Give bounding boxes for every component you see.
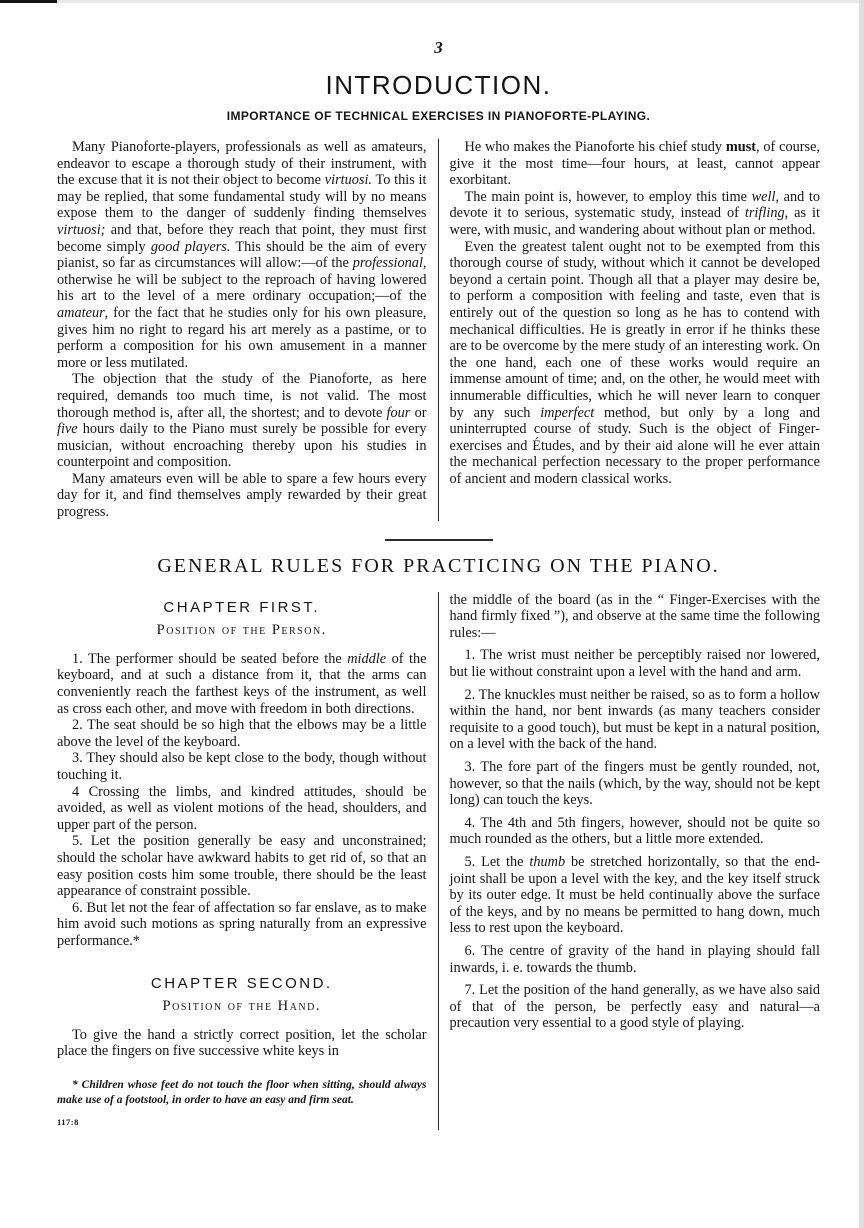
rule-hand-4: 4. The 4th and 5th fingers, however, should not be quite so much rounded as the others, but a little more extended. (449, 814, 820, 848)
plate-number: 117:8 (57, 1116, 79, 1127)
scan-edge-right (859, 0, 864, 1228)
intro-right-paragraph-3: Even the greatest talent ought not to be exempted from this thorough course of study, without which it cannot be developed beyond a certain point. Though all that a player may desire be, to perform a composition with feeling and taste, even that is entirely out of the question so long as he has to contend with mechanical difficulties. He is greatly in error if he thinks these are to be overcome by the mere study of an interesting work. On the one hand, each one of these works would require an immense amount of time; and, on the other, he would meet with innumerable difficulties, which he will never learn to conquer by any such imperfect method, but only by a long and uninterrupted course of study. Such is the object of Finger-exercises and Études, and by their aid alone will he ever attain the mechanical perfection necessary to the proper performance of ancient and modern classical works. (449, 238, 820, 487)
intro-left-paragraph-1: Many Pianoforte-players, professionals as well as amateurs, endeavor to escape a thorough study of their instrument, with the excuse that it is not their object to become virtuosi. To this it may be replied, that some fundamental study will by no means expose them to the danger of suddenly finding themselves virtuosi; and that, before they reach that point, they must first become simply good players. This should be the aim of every pianist, so far as circumstances will allow:—of the professional, otherwise he will be subject to the reproach of having lowered his art to the level of a mere ordinary occupation;—of the amateur, for the fact that he studies only for his own pleasure, gives him no right to regard his art merely as a pastime, or to perform a composition for his own amusement in a manner more or less mutilated. (57, 139, 427, 371)
chapter-first-heading: CHAPTER FIRST. (163, 598, 321, 616)
rule-hand-7: 7. Let the position of the hand generally, as we have also said of that of the person, be perfectly easy and natural—a precaution very essential to a good style of playing. (449, 982, 820, 1032)
rules-left-column (57, 592, 439, 1130)
intro-left-paragraph-3: Many amateurs even will be able to spare a few hours every day for it, and find themselves amply rewarded by their great progress. (57, 470, 427, 521)
rule-hand-1: 1. The wrist must neither be perceptibly raised nor lowered, but lie without constraint upon a level with the hand and arm. (449, 647, 820, 681)
page-number: 3 (434, 38, 443, 57)
rule-person-5: 5. Let the position generally be easy and unconstrained; should the scholar have awkward habits to get rid of, so that an easy position costs him some trouble, there should be the least appearance of constraint possible. (57, 833, 427, 900)
page-title: INTRODUCTION. (325, 70, 552, 100)
rule-hand-3: 3. The fore part of the fingers must be gently rounded, not, however, so that the nails (which, by the way, should not be kept long) can touch the keys. (449, 759, 820, 809)
rules-right-column (439, 592, 821, 1130)
intro-right-paragraph-1: He who makes the Pianoforte his chief study must, of course, give it the most time—four hours, at least, cannot appear exorbitant. (449, 139, 820, 189)
rules-continuation-paragraph: the middle of the board (as in the “ Finger-Exercises with the hand firmly fixed ”), and observe at the same time the following rules:— (449, 591, 820, 641)
intro-right-paragraph-2: The main point is, however, to employ this time well, and to devote it to serious, systematic study, instead of trifling, as it were, with music, and wandering about without plan or method. (449, 188, 820, 238)
rule-person-3: 3. They should also be kept close to the body, though without touching it. (57, 750, 427, 783)
rules-section (57, 592, 820, 1130)
rule-person-1: 1. The performer should be seated before the middle of the keyboard, and at such a distance from it, that the arms can conveniently reach the farthest keys of the instrument, as well as cross each other, and move with freedom in both directions. (57, 650, 427, 717)
rule-hand-5: 5. Let the thumb be stretched horizontally, so that the end-joint shall be upon a level with the key, and the key itself struck by its outer edge. It must be held continually above the surface of the keys, and by no means be permitted to hang down, much less to rest upon the keyboard. (449, 853, 820, 937)
footnote: * Children whose feet do not touch the floor when sitting, should always make use of a footstool, in order to have an easy and firm seat. (57, 1078, 427, 1106)
chapter-first-subheading: Position of the Person. (156, 622, 327, 639)
scan-corner-mark (0, 0, 57, 3)
rule-person-2: 2. The seat should be so high that the elbows may be a little above the level of the keyboard. (57, 717, 427, 750)
page-subtitle: IMPORTANCE OF TECHNICAL EXERCISES IN PIANOFORTE-PLAYING. (226, 109, 651, 123)
chapter-second-subheading: Position of the Hand. (162, 998, 321, 1015)
rule-person-6: 6. But let not the fear of affectation so far enslave, as to make him avoid such motions as spring naturally from an expressive performance.* (57, 899, 427, 949)
rule-hand-2: 2. The knuckles must neither be raised, so as to form a hollow within the hand, nor bent inwards (as many teachers consider requisite to a good touch), but must be kept in a natural position, on a level with the back of the hand. (449, 686, 820, 753)
scan-edge-top (0, 0, 864, 3)
rule-hand-6: 6. The centre of gravity of the hand in playing should fall inwards, i. e. towards the thumb. (449, 942, 820, 976)
intro-left-column (57, 139, 439, 521)
rule-person-4: 4 Crossing the limbs, and kindred attitudes, should be avoided, as well as violent motions of the head, shoulders, and upper part of the person. (57, 783, 427, 833)
scanned-page (57, 38, 820, 1130)
section-divider-rule (385, 539, 493, 541)
intro-left-paragraph-2: The objection that the study of the Pianoforte, as here required, demands too much time, is not valid. The most thorough method is, after all, the shortest; and to devote four or five hours daily to the Piano must surely be possible for every musician, without encroaching thereby upon his studies in counterpoint and composition. (57, 371, 427, 471)
chapter-second-heading: CHAPTER SECOND. (150, 974, 333, 992)
intro-right-column (439, 139, 821, 521)
chapter-second-paragraph: To give the hand a strictly correct position, let the scholar place the fingers on five successive white keys in (57, 1026, 427, 1060)
introduction-section (57, 139, 820, 521)
rules-section-title: GENERAL RULES FOR PRACTICING ON THE PIANO. (157, 554, 720, 577)
